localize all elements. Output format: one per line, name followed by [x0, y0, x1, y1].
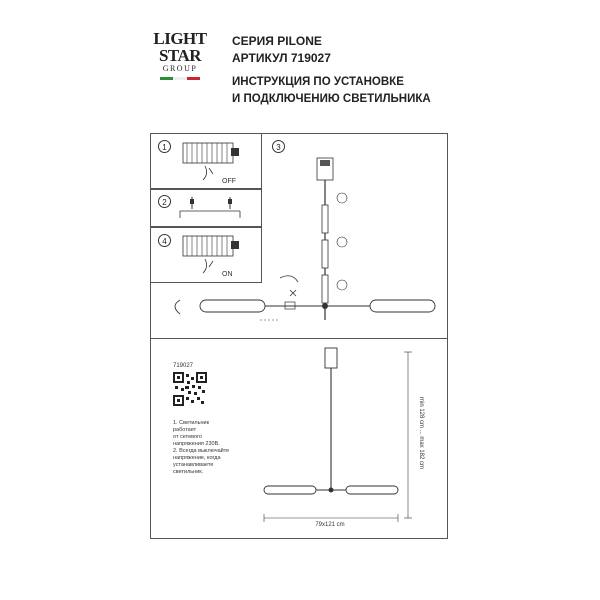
- note-line: напряжение, когда: [173, 455, 221, 461]
- note-line: от сетевого: [173, 434, 202, 440]
- on-label: ON: [222, 271, 233, 278]
- series-header: [232, 33, 331, 67]
- assembly-illustration: [150, 150, 448, 350]
- step-4-badge: 4: [158, 234, 171, 247]
- step-2-badge: 2: [158, 195, 171, 208]
- note-line: 1. Светильник: [173, 420, 210, 426]
- title-line-2: И ПОДКЛЮЧЕНИЮ СВЕТИЛЬНИКА: [232, 93, 431, 105]
- height-dimension-label: min 128 cm ... max 182 cm: [418, 396, 424, 470]
- instruction-title: [232, 74, 431, 108]
- series-name: СЕРИЯ PILONE: [232, 34, 322, 48]
- note-line: устанавливаете: [173, 462, 214, 468]
- product-code: 719027: [173, 363, 194, 369]
- step-3-badge: 3: [272, 140, 285, 153]
- note-line: 2. Всегда выключайте: [173, 448, 230, 454]
- note-line: напряжения 230В.: [173, 441, 220, 447]
- width-dimension-label: 79x121 cm: [315, 522, 345, 528]
- note-line: светильник.: [173, 469, 204, 475]
- step-1-badge: 1: [158, 140, 171, 153]
- logo-line-2: STAR: [158, 46, 202, 65]
- safety-notes: [173, 420, 253, 476]
- section-divider: [150, 338, 448, 339]
- article-number: АРТИКУЛ 719027: [232, 51, 331, 65]
- logo-line-1: LIGHT: [153, 29, 207, 48]
- qr-code-icon: [173, 372, 207, 406]
- italian-flag-icon: [160, 77, 200, 80]
- logo-line-3: GROUP: [162, 64, 198, 73]
- brand-logo: [150, 30, 210, 80]
- off-label: OFF: [222, 178, 236, 185]
- title-line-1: ИНСТРУКЦИЯ ПО УСТАНОВКЕ: [232, 76, 404, 88]
- note-line: работает: [173, 427, 197, 433]
